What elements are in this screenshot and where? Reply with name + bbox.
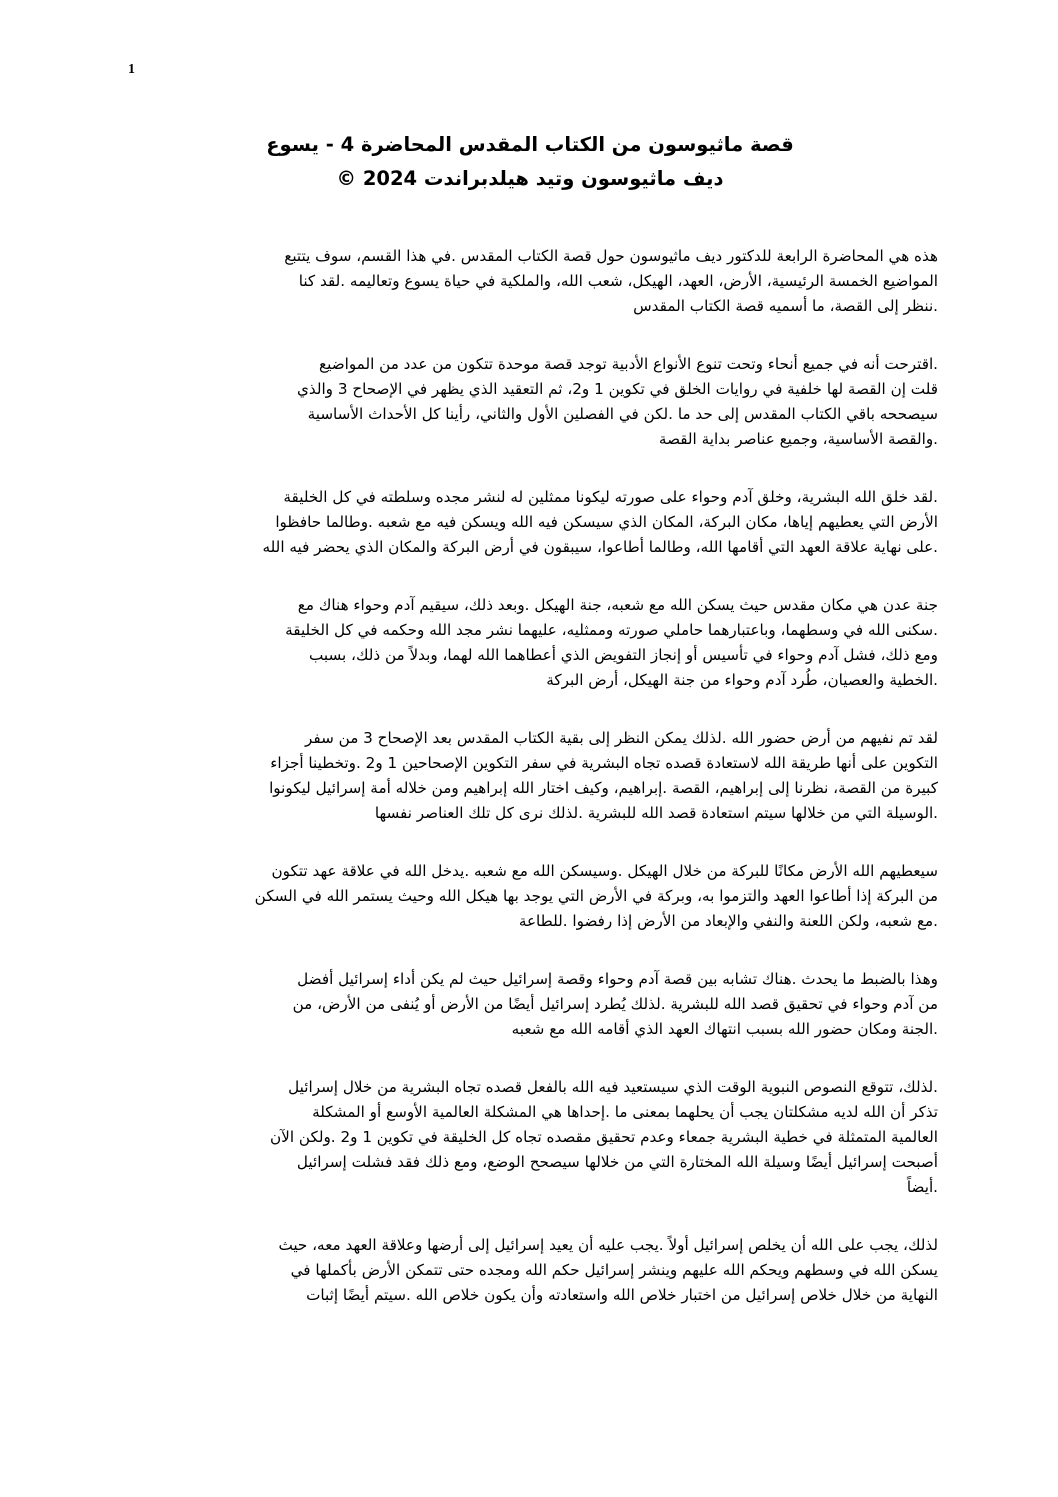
paragraph-line: .مع شعبه، ولكن اللعنة والنفي والإبعاد من الأرض إذا رفضوا .للطاعة bbox=[518, 912, 938, 930]
paragraph-line: جنة عدن هي مكان مقدس حيث يسكن الله مع شعبه، جنة الهيكل .وبعد ذلك، سيقيم آدم وحواء هناك مع bbox=[297, 596, 938, 614]
paragraph-line: سيصححه باقي الكتاب المقدس إلى حد ما .لكن في الفصلين الأول والثاني، رأينا كل الأحداث الأساسية bbox=[307, 405, 938, 423]
title-line: قصة ماثيوسون من الكتاب المقدس المحاضرة 4 - يسوع bbox=[266, 133, 794, 156]
document-body bbox=[130, 244, 938, 1341]
paragraph bbox=[130, 726, 938, 826]
page-number: 1 bbox=[128, 62, 135, 77]
paragraph-line: الأرض التي يعطيهم إياها، مكان البركة، المكان الذي سيسكن فيه الله ويسكن فيه مع شعبه .وطالما حافظوا bbox=[275, 513, 938, 531]
paragraph-line: أصبحت إسرائيل أيضًا وسيلة الله المختارة التي من خلالها سيصحح الوضع، ومع ذلك فقد فشلت إسرائيل bbox=[296, 1153, 938, 1171]
paragraph-line: من آدم وحواء في تحقيق قصد الله للبشرية .لذلك يُطرد إسرائيل أيضًا من الأرض أو يُنفى من الأرض، من bbox=[292, 995, 938, 1013]
paragraph bbox=[130, 1233, 938, 1308]
paragraph-line: .ننظر إلى القصة، ما أسميه قصة الكتاب المقدس bbox=[633, 297, 938, 315]
paragraph bbox=[130, 593, 938, 693]
paragraph-line: .لذلك، تتوقع النصوص النبوية الوقت الذي سيستعيد فيه الله بالفعل قصده تجاه البشرية من خلال إسرائيل bbox=[288, 1078, 938, 1096]
paragraph-line: لقد تم نفيهم من أرض حضور الله .لذلك يمكن النظر إلى بقية الكتاب المقدس بعد الإصحاح 3 من سفر bbox=[305, 729, 938, 747]
paragraph-line: .الوسيلة التي من خلالها سيتم استعادة قصد الله للبشرية .لذلك نرى كل تلك العناصر نفسها bbox=[374, 804, 938, 822]
paragraph bbox=[130, 485, 938, 560]
paragraph-line: .الخطية والعصيان، طُرد آدم وحواء من جنة الهيكل، أرض البركة bbox=[546, 671, 938, 689]
paragraph-line: المواضيع الخمسة الرئيسية، الأرض، العهد، الهيكل، شعب الله، والملكية في حياة يسوع وتعاليمه .لقد كنا bbox=[298, 272, 938, 290]
paragraph-line: .لقد خلق الله البشرية، وخلق آدم وحواء على صورته ليكونا ممثلين له لنشر مجده وسلطته في كل الخليقة bbox=[283, 488, 938, 506]
paragraph-line: قلت إن القصة لها خلفية في روايات الخلق في تكوين 1 و2، ثم التعقيد الذي يظهر في الإصحاح 3 والذي bbox=[296, 380, 938, 398]
paragraph-line: .على نهاية علاقة العهد التي أقامها الله، وطالما أطاعوا، سيبقون في أرض البركة والمكان الذي يحضر فيه الله bbox=[262, 538, 938, 556]
paragraph-line: يسكن الله في وسطهم ويحكم الله عليهم وينشر إسرائيل حكم الله ومجده حتى تتمكن الأرض بأكملها في bbox=[290, 1261, 938, 1279]
paragraph-line: .اقترحت أنه في جميع أنحاء وتحت تنوع الأنواع الأدبية توجد قصة موحدة تتكون من عدد من المواضيع bbox=[319, 355, 938, 373]
paragraph-line: ومع ذلك، فشل آدم وحواء في تأسيس أو إنجاز التفويض الذي أعطاهما الله لهما، وبدلاً من ذلك، بسبب bbox=[308, 646, 938, 664]
paragraph bbox=[130, 967, 938, 1042]
paragraph-line: هذه هي المحاضرة الرابعة للدكتور ديف ماثيوسون حول قصة الكتاب المقدس .في هذا القسم، سوف يتتبع bbox=[284, 247, 938, 265]
paragraph-line: .الجنة ومكان حضور الله بسبب انتهاك العهد الذي أقامه الله مع شعبه bbox=[511, 1020, 938, 1038]
paragraph-line: سيعطيهم الله الأرض مكانًا للبركة من خلال الهيكل .وسيسكن الله مع شعبه .يدخل الله في علاقة عهد تتكون bbox=[271, 862, 938, 880]
paragraph-line: .والقصة الأساسية، وجميع عناصر بداية القصة bbox=[658, 430, 938, 448]
paragraph bbox=[130, 859, 938, 934]
paragraph-line: تذكر أن الله لديه مشكلتان يجب أن يحلهما بمعنى ما .إحداها هي المشكلة العالمية الأوسع أو المشكلة bbox=[312, 1103, 938, 1121]
paragraph bbox=[130, 352, 938, 452]
paragraph-line: .سكنى الله في وسطهما، وباعتبارهما حاملي صورته وممثليه، عليهما نشر مجد الله وحكمه في كل الخليقة bbox=[285, 621, 938, 639]
paragraph bbox=[130, 244, 938, 319]
title-line: ديف ماثيوسون وتيد هيلدبراندت 2024 © bbox=[336, 167, 724, 190]
paragraph-line: التكوين على أنها طريقة الله لاستعادة قصده تجاه البشرية في سفر التكوين الإصحاحين 1 و2 .وتخطينا أجزاء bbox=[270, 754, 938, 772]
paragraph-line: لذلك، يجب على الله أن يخلص إسرائيل أولاً .يجب عليه أن يعيد إسرائيل إلى أرضها وعلاقة العهد معه، حيث bbox=[278, 1236, 938, 1254]
paragraph-line: كبيرة من القصة، نظرنا إلى إبراهيم، القصة .إبراهيم، وكيف اختار الله إبراهيم ومن خلاله أمة إسرائيل ليكونوا bbox=[269, 779, 938, 797]
paragraph-line: من البركة إذا أطاعوا العهد والتزموا به، وبركة في الأرض التي يوجد بها هيكل الله وحيث يستمر الله في السكن bbox=[254, 887, 938, 905]
paragraph-line: النهاية من خلال خلاص إسرائيل من اختبار خلاص الله واستعادته وأن يكون خلاص الله .سيتم أيضًا إثبات bbox=[306, 1286, 938, 1304]
document-title bbox=[120, 128, 940, 196]
paragraph bbox=[130, 1075, 938, 1200]
paragraph-line: وهذا بالضبط ما يحدث .هناك تشابه بين قصة آدم وحواء وقصة إسرائيل حيث لم يكن أداء إسرائيل أفضل bbox=[297, 970, 938, 988]
paragraph-line: .أيضاً bbox=[906, 1178, 938, 1196]
paragraph-line: العالمية المتمثلة في خطية البشرية جمعاء وعدم تحقيق مقصده تجاه كل الخليقة في تكوين 1 و2 .ولكن الآن bbox=[270, 1128, 938, 1146]
